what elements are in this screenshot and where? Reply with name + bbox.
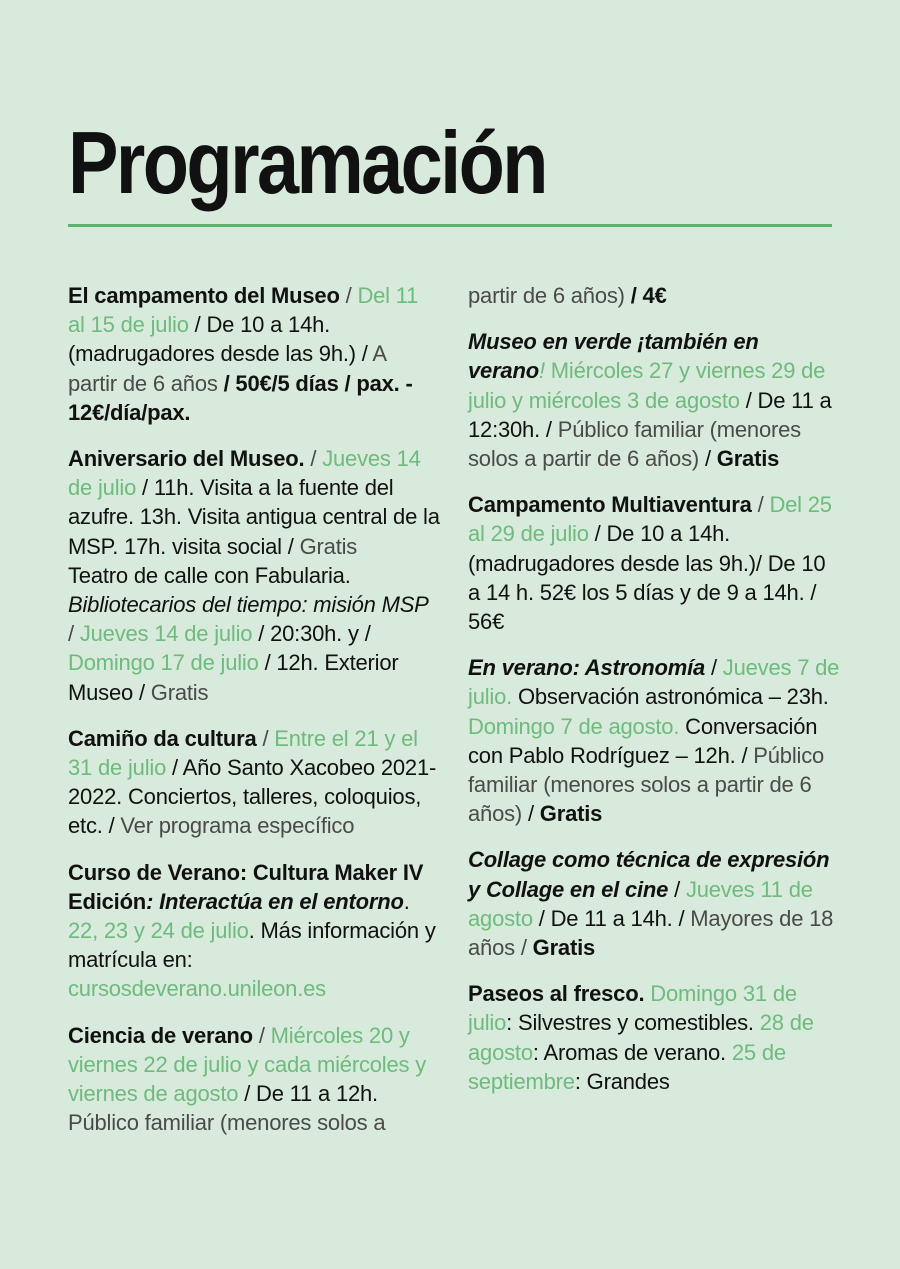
right-column	[468, 281, 840, 1113]
event-price: Gratis	[299, 533, 358, 559]
event-name: Curso de Verano: Cultura Maker IV Edición	[68, 859, 424, 914]
event-museo-en-verde	[468, 327, 840, 473]
event-date: Jueves 14 de julio	[79, 621, 253, 647]
event-audience: Público familiar (menores solos a partir de 6 años)	[468, 742, 825, 827]
event-name: Campamento Multiaventura	[468, 492, 752, 518]
separator: /	[339, 283, 358, 308]
event-price: / 50€/5 días / pax. - 12€/día/pax.	[68, 370, 413, 425]
event-date: Jueves 11 de agosto	[468, 876, 813, 931]
event-description: Observación astronómica – 23h.	[512, 684, 829, 710]
left-column	[68, 281, 440, 1154]
event-paseos-fresco	[468, 979, 840, 1096]
event-time: / De 11 a 14h. /	[532, 905, 691, 931]
event-campamento-museo	[68, 281, 440, 427]
event-audience: partir de 6 años)	[468, 283, 625, 308]
event-date: Entre el 21 y el 31 de julio	[68, 725, 418, 781]
event-name: El campamento del Museo	[68, 283, 340, 308]
event-description: Conversación con Pablo Rodríguez – 12h. /	[468, 713, 818, 768]
event-description: / 11h. Visita a la fuente del azufre. 13h. Visita antigua central de la MSP. 17h. visita social /	[68, 475, 440, 559]
show-title: Bibliotecarios del tiempo: misión MSP	[68, 592, 429, 618]
event-description: : Grandes	[574, 1068, 670, 1094]
event-time: / De 11 a 12:30h. /	[468, 387, 832, 442]
event-price: / 4€	[624, 283, 667, 308]
exclamation: !	[538, 358, 545, 384]
event-time: / De 10 a 14h. (madrugadores desde las 9h.) /	[68, 312, 368, 367]
event-camino-cultura	[68, 724, 440, 841]
event-info: . Más información y matrícula en:	[68, 918, 436, 973]
event-description: : Silvestres y comestibles.	[506, 1010, 760, 1036]
event-date: Miércoles 20 y viernes 22 de julio y cada miércoles y viernes de agosto	[68, 1022, 427, 1107]
separator: /	[674, 876, 686, 902]
separator: /	[304, 446, 323, 472]
event-date: Domingo 31 de julio	[468, 981, 797, 1036]
event-date: 22, 23 y 24 de julio	[68, 918, 249, 944]
separator: /	[522, 801, 540, 827]
event-more-info: Ver programa específico	[120, 813, 355, 839]
event-collage	[468, 845, 840, 962]
event-price: Gratis	[150, 679, 209, 705]
event-place: / 12h. Exterior Museo /	[68, 650, 399, 705]
event-date: Miércoles 27 y viernes 29 de julio y miércoles 3 de agosto	[468, 358, 826, 413]
event-ciencia-verano	[68, 1021, 440, 1138]
event-name: Collage como técnica de expresión y Collage en el cine	[468, 847, 830, 902]
separator: /	[514, 935, 533, 961]
event-name: Camiño da cultura	[68, 725, 257, 751]
separator: /	[751, 492, 770, 518]
event-date: Jueves 14 de julio	[68, 446, 421, 501]
separator: /	[699, 446, 717, 472]
event-theatre: Teatro de calle con Fabularia.	[68, 562, 351, 588]
event-price: Gratis	[539, 801, 603, 827]
separator: /	[705, 655, 723, 681]
event-date: Del 25 al 29 de julio	[468, 492, 832, 547]
separator: /	[68, 621, 80, 647]
event-name: Aniversario del Museo.	[68, 446, 305, 472]
event-audience: Público familiar (menores solos a partir de 6 años)	[468, 416, 801, 472]
event-audience: A partir de 6 años	[68, 341, 386, 396]
event-time: / De 11 a 12h.	[238, 1081, 378, 1107]
event-date: Jueves 7 de julio.	[468, 655, 840, 710]
event-aniversario-museo	[68, 444, 440, 707]
title-divider	[68, 224, 832, 227]
separator: /	[256, 725, 275, 751]
event-name: Paseos al fresco.	[468, 981, 645, 1007]
page-title: Programación	[68, 113, 546, 212]
course-link[interactable]: cursosdeverano.unileon.es	[68, 976, 326, 1002]
event-ciencia-verano-cont	[468, 281, 840, 310]
event-name: Ciencia de verano	[68, 1022, 253, 1048]
event-name: Museo en verde ¡también en verano	[468, 329, 759, 384]
event-time: / 20:30h. y /	[252, 621, 371, 647]
event-name: En verano: Astronomía	[468, 655, 706, 681]
event-description: / Año Santo Xacobeo 2021-2022. Conciertos, talleres, coloquios, etc. /	[68, 755, 437, 839]
event-description: : Aromas de verano.	[532, 1039, 732, 1065]
event-description: / De 10 a 14h. (madrugadores desde las 9h.)/ De 10 a 14 h. 52€ los 5 días y de 9 a 14h. / 56€	[468, 521, 826, 635]
event-audience: Público familiar (menores solos a	[68, 1110, 386, 1136]
event-date: 28 de agosto	[468, 1010, 814, 1065]
event-price: Gratis	[716, 446, 780, 472]
event-audience: Mayores de 18 años	[468, 905, 834, 961]
event-campamento-multiaventura	[468, 490, 840, 636]
event-subtitle: : Interactúa en el entorno	[146, 888, 404, 914]
event-price: Gratis	[532, 935, 596, 961]
event-curso-verano	[68, 858, 440, 1004]
punctuation: .	[403, 888, 410, 914]
event-date: 25 de septiembre	[468, 1039, 786, 1094]
event-date: Domingo 17 de julio	[68, 650, 259, 676]
event-date: Del 11 al 15 de julio	[68, 283, 419, 338]
event-date: Domingo 7 de agosto.	[468, 713, 680, 739]
event-astronomia	[468, 653, 840, 828]
separator: /	[252, 1022, 271, 1048]
